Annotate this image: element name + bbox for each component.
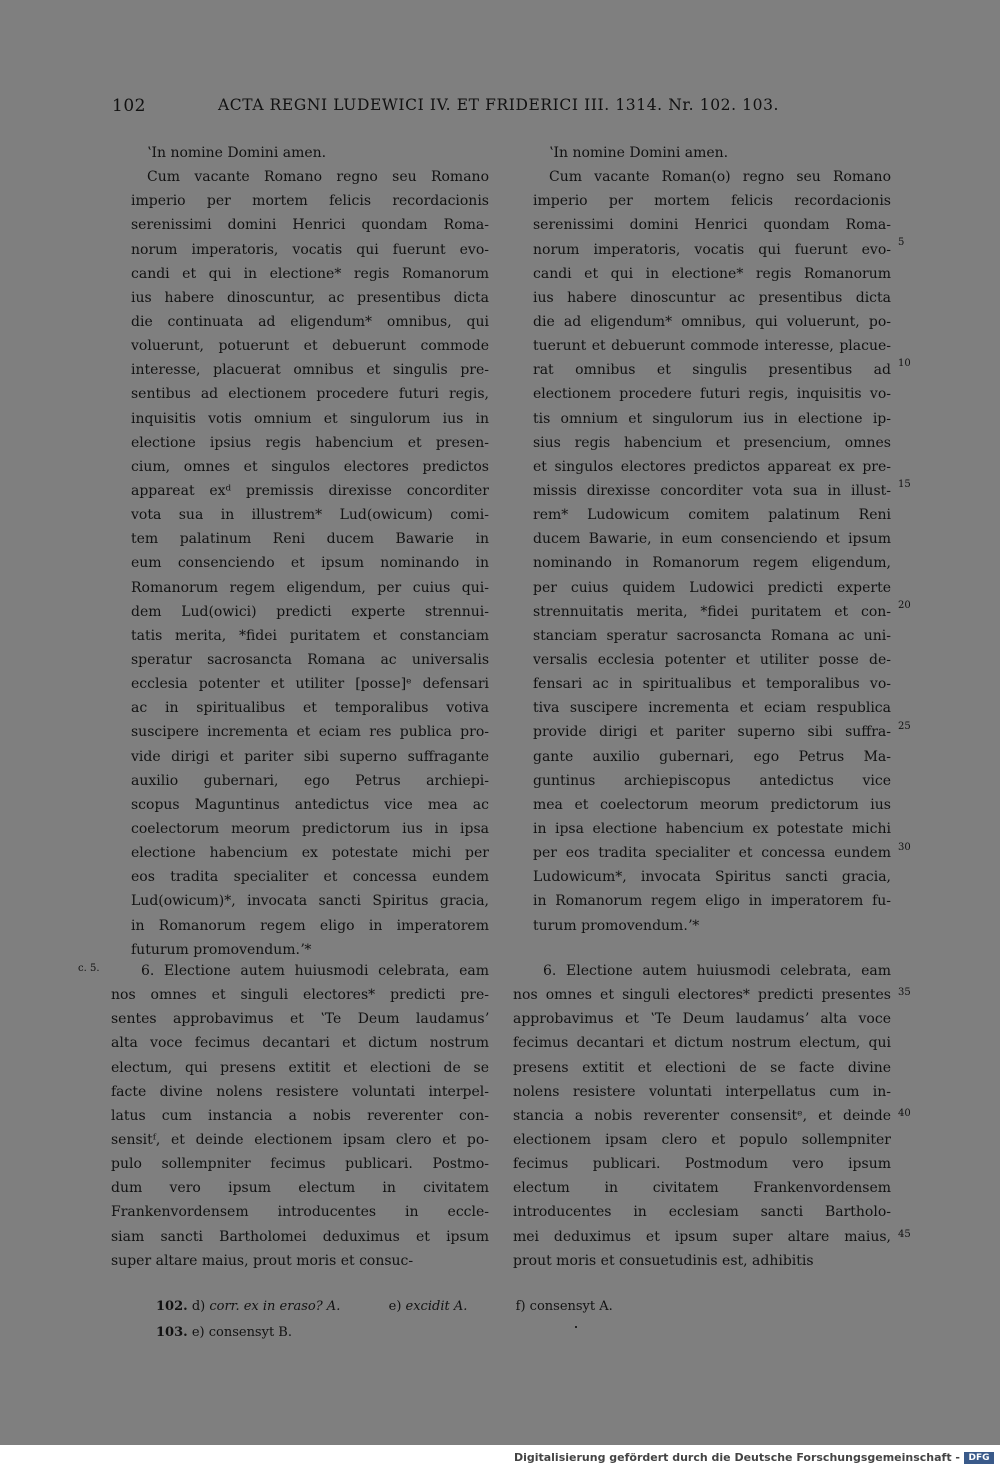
funding-notice: Digitalisierung gefördert durch die Deutsche Forschungsgemeinschaft - [513,1451,960,1464]
text-line: strennuitatis merita, *fidei puritatem et con- [533,603,891,620]
footnote-text: corr. ex in eraso? A. [209,1299,341,1314]
text-line: fensari ac in spiritualibus et temporalibus vo- [533,676,891,693]
text-line: presens extitit et electioni de se facte divine [513,1059,891,1076]
text-line: ecclesia potenter et utiliter [posse]ᵉ defensari [131,676,489,693]
text-line: pulo sollempniter fecimus publicari. Postmo- [111,1156,489,1173]
text-line: provide dirigi et pariter superno sibi suffra- [533,724,891,741]
text-line: Ludowicum*, invocata Spiritus sancti gracia, [533,869,891,886]
text-line: tem palatinum Reni ducem Bawarie in [131,531,489,548]
footnote-mark: e) [191,1325,205,1340]
text-line: 6. Electione autem huiusmodi celebrata, eam [543,963,891,979]
text-line: introducentes in ecclesiam sancti Bartholo- [513,1204,891,1221]
text-line: auxilio gubernari, ego Petrus archiepi- [131,772,489,789]
text-line: speratur sacrosancta Romana ac universalis [131,651,489,668]
text-line: approbavimus et ʽTe Deum laudamusʼ alta voce [513,1011,891,1028]
text-line: tis omnium et singulorum ius in electione ip- [533,410,891,427]
footnote-mark: f) [515,1299,526,1314]
text-line: sentibus ad electionem procedere futuri regis, [131,386,489,403]
footnote-mark: e) [388,1299,402,1314]
text-line: in Romanorum regem eligo in imperatorem fu- [533,893,891,910]
text-line: candi et qui in electione* regis Romanorum [131,265,489,282]
text-line: appareat exᵈ premissis direxisse concorditer [131,482,489,499]
line-number: 35 [898,987,911,998]
text-line: serenissimi domini Henrici quondam Roma- [533,217,891,234]
text-line: electum in civitatem Frankenvordensem [513,1180,891,1197]
dfg-logo: DFG [964,1452,994,1464]
text-line: rat omnibus et singulis presentibus ad [533,362,891,379]
text-line: coelectorum meorum predictorum ius in ipsa [131,820,489,837]
text-line: tuerunt et debuerunt commode interesse, placue- [533,338,891,355]
footnote-number: 103. [156,1325,188,1340]
text-line: prout moris et consuetudinis est, adhibitis [513,1252,814,1269]
line-number: 20 [898,600,911,611]
text-line: electionem procedere futuri regis, inquisitis vo- [533,386,891,403]
line-number: 15 [898,479,911,490]
footnote-row-102 [156,1294,613,1320]
text-line: per eos tradita specialiter et concessa eundem [533,845,891,862]
text-line: fecimus decantari et dictum nostrum electum, qui [513,1035,891,1052]
text-line: mei deduximus et ipsum super altare maius, [513,1228,891,1245]
text-line: nominando in Romanorum regem eligendum, [533,555,891,572]
text-line: electione ipsius regis habencium et presen- [131,434,489,451]
text-line: Romanorum regem eligendum, per cuius qui- [131,579,489,596]
text-line: et singulos electores predictos appareat ex pre- [533,458,891,475]
text-line: tatis merita, *fidei puritatem et constanciam [131,627,489,644]
text-line: in Romanorum regem eligo in imperatorem [131,917,489,934]
text-line: Lud(owicum)*, invocata sancti Spiritus gracia, [131,893,489,910]
running-header [0,96,1000,122]
text-line: guntinus archiepiscopus antedictus vice [533,772,891,789]
text-line: 6. Electione autem huiusmodi celebrata, eam [141,963,489,979]
ink-speck [575,1326,577,1328]
text-line: ducem Bawarie, in eum consenciendo et ipsum [533,531,891,548]
text-line: voluerunt, potuerunt et debuerunt commode [131,338,489,355]
line-number: 10 [898,358,911,369]
text-line: norum imperatoris, vocatis qui fuerunt evo- [131,241,489,258]
footnotes [156,1294,613,1346]
right-section-6 [513,959,891,1273]
text-line: latus cum instancia a nobis reverenter con- [111,1107,489,1124]
text-line: norum imperatoris, vocatis qui fuerunt evo- [533,241,891,258]
text-line: facte divine nolens resistere voluntati interpel- [111,1083,489,1100]
line-number: 25 [898,721,911,732]
text-line: dum vero ipsum electum in civitatem [111,1180,489,1197]
text-line: turum promovendum.ʼ* [533,917,700,934]
text-line: Cum vacante Romano regno seu Romano [147,169,489,186]
text-line: inquisitis votis omnium et singulorum ius in [131,410,489,427]
text-line: ius habere dinoscuntur, ac presentibus dicta [131,289,489,306]
text-line: electionem ipsam clero et populo sollempniter [513,1131,891,1148]
text-line: siam sancti Bartholomei deduximus et ipsum [111,1228,489,1245]
line-number: 40 [898,1108,911,1119]
line-number: 5 [898,237,905,248]
text-line: sensitᶠ, et deinde electionem ipsam clero et po- [111,1131,489,1148]
line-number: 30 [898,842,911,853]
text-line: per cuius quidem Ludowici predicti experte [533,579,891,596]
text-line: in ipsa electione habencium ex potestate michi [533,820,891,837]
text-line: vide dirigi et pariter sibi superno suffragante [131,748,489,765]
text-line: interesse, placuerat omnibus et singulis pre- [131,362,489,379]
text-line: ʽIn nomine Domini amen. [147,145,327,161]
text-line: gante auxilio gubernari, ego Petrus Ma- [533,748,891,765]
text-line: serenissimi domini Henrici quondam Roma- [131,217,489,234]
text-line: cium, omnes et singulos electores predictos [131,458,489,475]
text-line: fecimus publicari. Postmodum vero ipsum [513,1156,891,1173]
text-line: eos tradita specialiter et concessa eundem [131,869,489,886]
text-line: mea et coelectorum meorum predictorum ius [533,796,891,813]
footnote-text: consensyt A. [529,1299,613,1314]
text-line: die continuata ad eligendum* omnibus, qui [131,313,489,330]
text-line: nolens resistere voluntati interpellatus cum in- [513,1083,891,1100]
text-line: scopus Maguntinus antedictus vice mea ac [131,796,489,813]
left-section-6 [111,959,489,1273]
text-line: suscipere incrementa et eciam res publica pro- [131,724,489,741]
right-column-text [533,141,891,938]
text-line: stancia a nobis reverenter consensitᵉ, et deinde [513,1107,891,1124]
text-line: imperio per mortem felicis recordacionis [131,193,489,210]
running-title: ACTA REGNI LUDEWICI IV. ET FRIDERICI III. 1314. Nr. 102. 103. [218,96,780,114]
text-line: super altare maius, prout moris et consuc- [111,1252,414,1269]
text-line: nos omnes et singuli electores* predicti pre- [111,987,489,1004]
text-line: die ad eligendum* omnibus, qui voluerunt, po- [533,313,891,330]
text-line: candi et qui in electione* regis Romanorum [533,265,891,282]
text-line: versalis ecclesia potenter et utiliter posse de- [533,651,891,668]
text-line: Cum vacante Roman(o) regno seu Romano [549,169,891,186]
text-line: alta voce fecimus decantari et dictum nostrum [111,1035,489,1052]
text-line: imperio per mortem felicis recordacionis [533,193,891,210]
text-line: nos omnes et singuli electores* predicti presentes [513,987,891,1004]
text-line: ius habere dinoscuntur ac presentibus dicta [533,289,891,306]
text-line: electum, qui presens extitit et electioni de se [111,1059,489,1076]
margin-note: c. 5. [78,963,100,974]
text-line: vota sua in illustrem* Lud(owicum) comi- [131,507,489,524]
footnote-row-103 [156,1320,613,1346]
text-line: dem Lud(owici) predicti experte strennui- [131,603,489,620]
text-line: ʽIn nomine Domini amen. [549,145,729,161]
text-line: missis direxisse concorditer vota sua in illust- [533,482,891,499]
footnote-number: 102. [156,1299,188,1314]
left-column-text [131,141,489,962]
text-line: Frankenvordensem introducentes in eccle- [111,1204,489,1221]
footnote-text: excidit A. [405,1299,468,1314]
text-line: ac in spiritualibus et temporalibus votiva [131,700,489,717]
text-line: electione habencium ex potestate michi per [131,845,489,862]
footnote-mark: d) [191,1299,206,1314]
text-line: tiva suscipere incrementa et eciam respublica [533,700,891,717]
text-line: rem* Ludowicum comitem palatinum Reni [533,507,891,524]
line-number: 45 [898,1229,911,1240]
text-line: eum consenciendo et ipsum nominando in [131,555,489,572]
footnote-text: consensyt B. [208,1325,292,1340]
page-number: 102 [112,96,146,116]
text-line: futurum promovendum.ʼ* [131,941,312,958]
text-line: sius regis habencium et presencium, omnes [533,434,891,451]
text-line: sentes approbavimus et ʽTe Deum laudamusʼ [111,1011,489,1028]
text-line: stanciam speratur sacrosancta Romana ac uni- [533,627,891,644]
footer-bar [0,1445,1000,1472]
